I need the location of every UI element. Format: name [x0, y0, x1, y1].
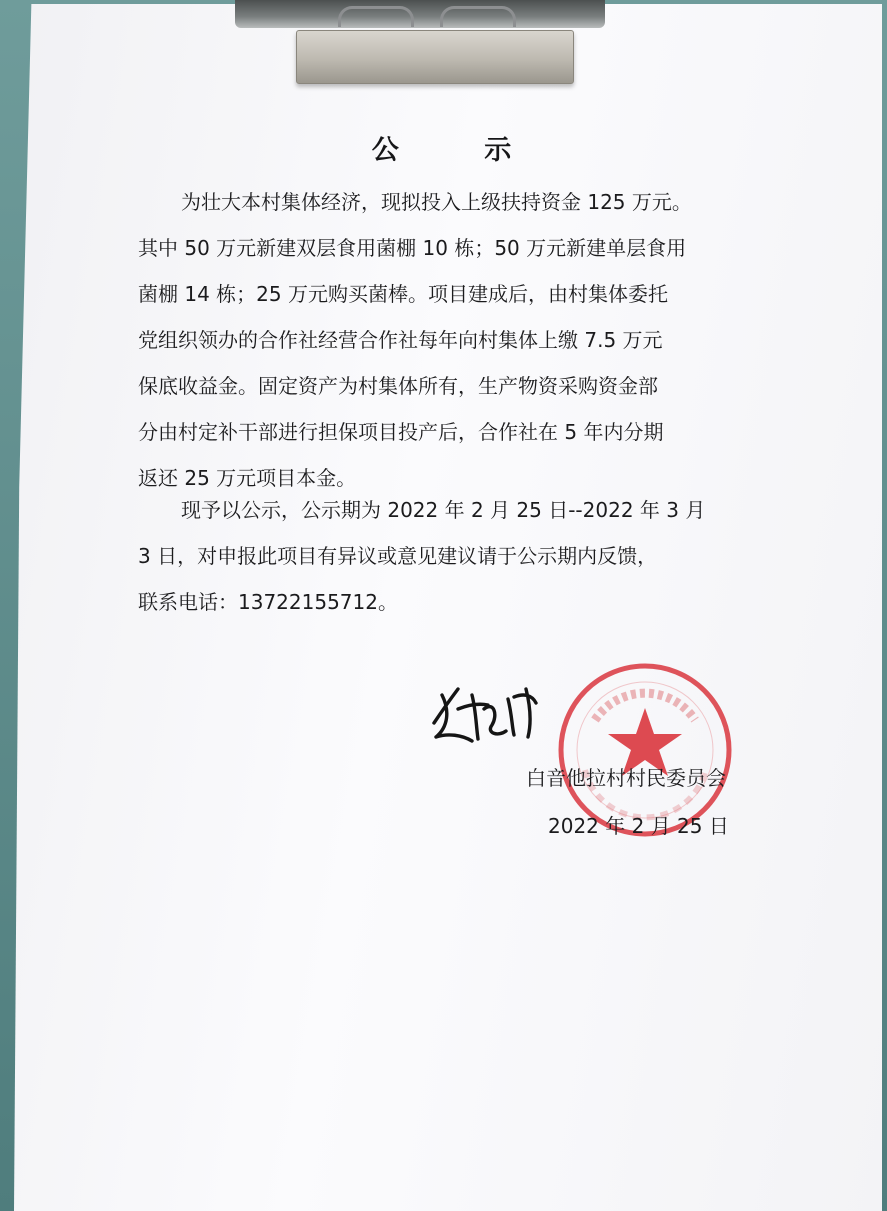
issuer-name: 白音他拉村村民委员会 [526, 766, 726, 790]
body-line: 菌棚 14 栋；25 万元购买菌棒。项目建成后，由村集体委托 [138, 282, 668, 306]
body-line: 分由村定补干部进行担保项目投产后，合作社在 5 年内分期 [138, 420, 664, 444]
body-line: 联系电话：13722155712。 [138, 590, 398, 614]
body-line: 保底收益金。固定资产为村集体所有，生产物资采购资金部 [138, 374, 658, 398]
clipboard-clip-bar [296, 30, 574, 84]
issue-date: 2022 年 2 月 25 日 [548, 814, 729, 838]
body-line: 党组织领办的合作社经营合作社每年向村集体上缴 7.5 万元 [138, 328, 663, 352]
notice-title: 公 示 [371, 135, 550, 166]
clipboard-clip-base [235, 0, 605, 28]
body-line: 其中 50 万元新建双层食用菌棚 10 栋；50 万元新建单层食用 [138, 236, 687, 260]
clip-wire-right [440, 6, 516, 27]
body-line: 返还 25 万元项目本金。 [138, 466, 357, 490]
body-line: 3 日，对申报此项目有异议或意见建议请于公示期内反馈， [138, 544, 658, 568]
handwritten-signature [428, 675, 548, 755]
body-line: 为壮大本村集体经济，现拟投入上级扶持资金 125 万元。 [181, 190, 692, 214]
body-line: 现予以公示，公示期为 2022 年 2 月 25 日--2022 年 3 月 [181, 498, 706, 522]
clip-wire-left [338, 6, 414, 27]
